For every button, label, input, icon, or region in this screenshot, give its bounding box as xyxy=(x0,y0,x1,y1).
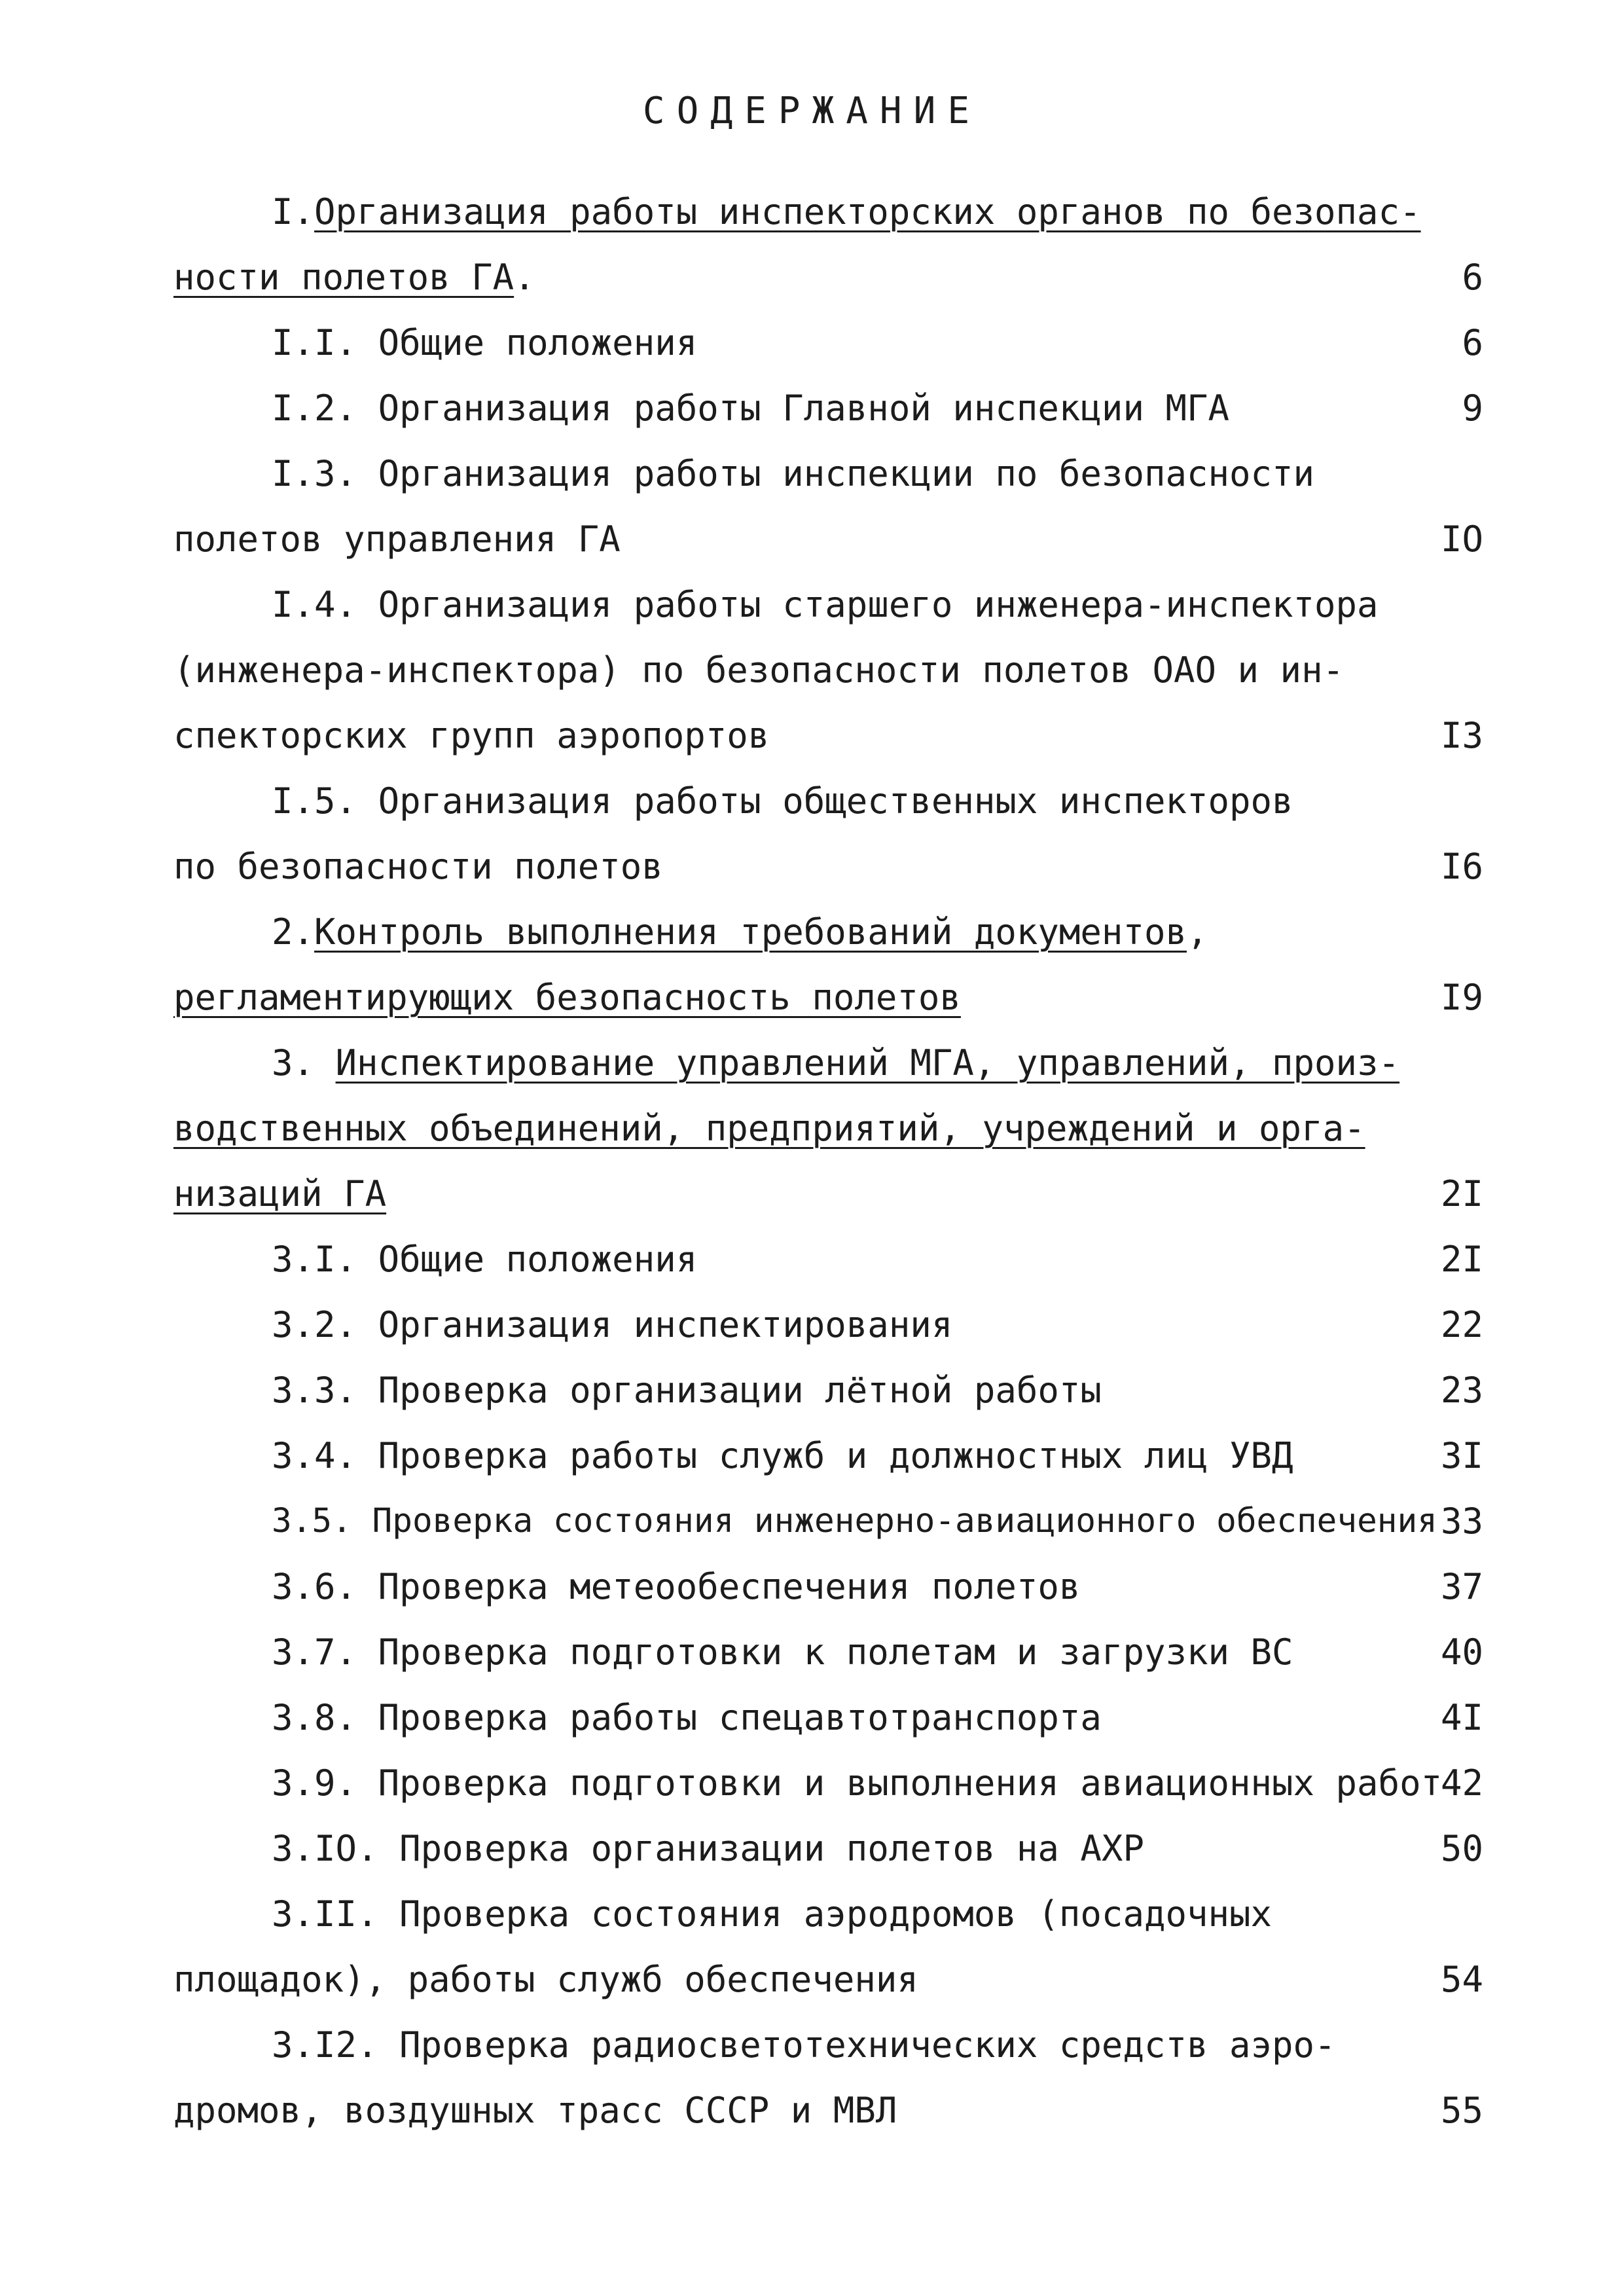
toc-page: 23 xyxy=(1440,1370,1483,1411)
toc-number: 3.7. xyxy=(272,1631,357,1673)
toc-number: I.3. xyxy=(272,453,357,494)
toc-title: Проверка подготовки к полетам и загрузки ВС xyxy=(378,1631,1293,1673)
toc-page: 2I xyxy=(1440,1239,1483,1280)
toc-title: Проверка метеообеспечения полетов xyxy=(378,1566,1081,1607)
toc-number: 2. xyxy=(272,911,315,953)
toc-title: регламентирующих безопасность полетов xyxy=(173,977,961,1018)
toc-entry xyxy=(0,1816,1624,1882)
toc-entry xyxy=(0,1751,1624,1816)
toc-title: Проверка радиосветотехнических средств аэро- xyxy=(399,2024,1336,2066)
toc-page: 33 xyxy=(1440,1501,1483,1542)
toc-number: 3. xyxy=(272,1042,315,1084)
toc-title-tail: , xyxy=(1186,911,1208,953)
toc-number: 3.II. xyxy=(272,1893,378,1935)
toc-title: дромов, воздушных трасс СССР и МВЛ xyxy=(173,2090,897,2131)
toc-page: 54 xyxy=(1440,1959,1483,2000)
toc-entry xyxy=(0,638,1624,703)
toc-title: Организация работы старшего инженера-инспектора xyxy=(378,584,1379,625)
toc-title: Организация инспектирования xyxy=(378,1304,953,1345)
toc-entry xyxy=(0,1292,1624,1358)
toc-entry xyxy=(0,245,1624,310)
toc-title: (инженера-инспектора) по безопасности полетов ОАО и ин- xyxy=(173,649,1344,691)
toc-number: I.2. xyxy=(272,388,357,429)
toc-number: 3.I2. xyxy=(272,2024,378,2066)
toc-number: I. xyxy=(272,191,315,232)
toc-number: 3.8. xyxy=(272,1697,357,1738)
toc-entry xyxy=(0,1685,1624,1751)
toc-entry xyxy=(0,965,1624,1030)
toc-entry xyxy=(0,376,1624,441)
toc-entry xyxy=(0,507,1624,572)
toc-title: Проверка состояния инженерно-авиационного обеспечения xyxy=(372,1502,1437,1540)
toc-entry xyxy=(0,1947,1624,2013)
toc-title: Общие положения xyxy=(378,1239,698,1280)
toc-entry xyxy=(0,441,1624,507)
toc-page: 9 xyxy=(1462,388,1483,429)
toc-entry xyxy=(0,1620,1624,1685)
toc-title: по безопасности полетов xyxy=(173,846,663,887)
toc-number: 3.6. xyxy=(272,1566,357,1607)
toc-title: ности полетов ГА xyxy=(173,257,514,298)
toc-page: IO xyxy=(1440,519,1483,560)
toc-title: площадок), работы служб обеспечения xyxy=(173,1959,918,2000)
toc-title: водственных объединений, предприятий, учреждений и орга- xyxy=(173,1108,1365,1149)
toc-entry xyxy=(0,572,1624,638)
toc-title: Инспектирование управлений МГА, управлений, произ- xyxy=(335,1042,1400,1084)
toc-entry xyxy=(0,1161,1624,1227)
toc-page: I3 xyxy=(1440,715,1483,756)
toc-entry xyxy=(0,2078,1624,2143)
toc-number: 3.I. xyxy=(272,1239,357,1280)
toc-title: спекторских групп аэропортов xyxy=(173,715,770,756)
toc-number: 3.3. xyxy=(272,1370,357,1411)
toc-entry xyxy=(0,2013,1624,2078)
toc-entry xyxy=(0,1423,1624,1489)
toc-entry xyxy=(0,703,1624,769)
toc-page: I6 xyxy=(1440,846,1483,887)
toc-title: Проверка подготовки и выполнения авиационных работ xyxy=(378,1762,1443,1804)
toc-page: 22 xyxy=(1440,1304,1483,1345)
toc-page: 55 xyxy=(1440,2090,1483,2131)
toc-entry xyxy=(0,1882,1624,1947)
toc-page: I9 xyxy=(1440,977,1483,1018)
toc-entry xyxy=(0,310,1624,376)
toc-number: 3.9. xyxy=(272,1762,357,1804)
toc-entry xyxy=(0,1227,1624,1292)
toc-entry xyxy=(0,900,1624,965)
toc-title: Проверка организации лётной работы xyxy=(378,1370,1102,1411)
toc-entry xyxy=(0,179,1624,245)
toc-entry xyxy=(0,1358,1624,1423)
toc-number: 3.IO. xyxy=(272,1828,378,1869)
page-title: СОДЕРЖАНИЕ xyxy=(642,90,982,132)
toc-entry xyxy=(0,834,1624,900)
toc-page: 42 xyxy=(1440,1762,1483,1804)
toc-number: 3.2. xyxy=(272,1304,357,1345)
toc-title: Организация работы инспекции по безопасности xyxy=(378,453,1315,494)
toc-number: 3.5. xyxy=(272,1502,352,1540)
toc-title-tail: . xyxy=(514,257,535,298)
toc-entry xyxy=(0,1554,1624,1620)
toc-title: Организация работы общественных инспекторов xyxy=(378,780,1293,822)
toc-title: Проверка организации полетов на АХР xyxy=(399,1828,1144,1869)
toc-page: 4I xyxy=(1440,1697,1483,1738)
toc-entry xyxy=(0,1096,1624,1161)
toc-title: Проверка работы служб и должностных лиц УВД xyxy=(378,1435,1293,1476)
toc-title: Контроль выполнения требований документов xyxy=(314,911,1187,953)
toc-entry xyxy=(0,1489,1624,1554)
toc-title: Организация работы Главной инспекции МГА xyxy=(378,388,1229,429)
toc-number: I.5. xyxy=(272,780,357,822)
toc-title: Организация работы инспекторских органов по безопас- xyxy=(314,191,1421,232)
toc-page: 37 xyxy=(1440,1566,1483,1607)
toc-page: 6 xyxy=(1462,257,1483,298)
toc-page: 2I xyxy=(1440,1173,1483,1214)
toc-page: 50 xyxy=(1440,1828,1483,1869)
toc-page: 3I xyxy=(1440,1435,1483,1476)
toc-title: Проверка работы спецавтотранспорта xyxy=(378,1697,1102,1738)
toc-title: низаций ГА xyxy=(173,1173,387,1214)
toc-title: Общие положения xyxy=(378,322,698,363)
toc-number: I.4. xyxy=(272,584,357,625)
toc-entry xyxy=(0,769,1624,834)
toc-entry xyxy=(0,1030,1624,1096)
toc-title: Проверка состояния аэродромов (посадочных xyxy=(399,1893,1272,1935)
toc-page: 6 xyxy=(1462,322,1483,363)
toc-number: 3.4. xyxy=(272,1435,357,1476)
toc-title: полетов управления ГА xyxy=(173,519,621,560)
toc-number: I.I. xyxy=(272,322,357,363)
toc-page: 40 xyxy=(1440,1631,1483,1673)
